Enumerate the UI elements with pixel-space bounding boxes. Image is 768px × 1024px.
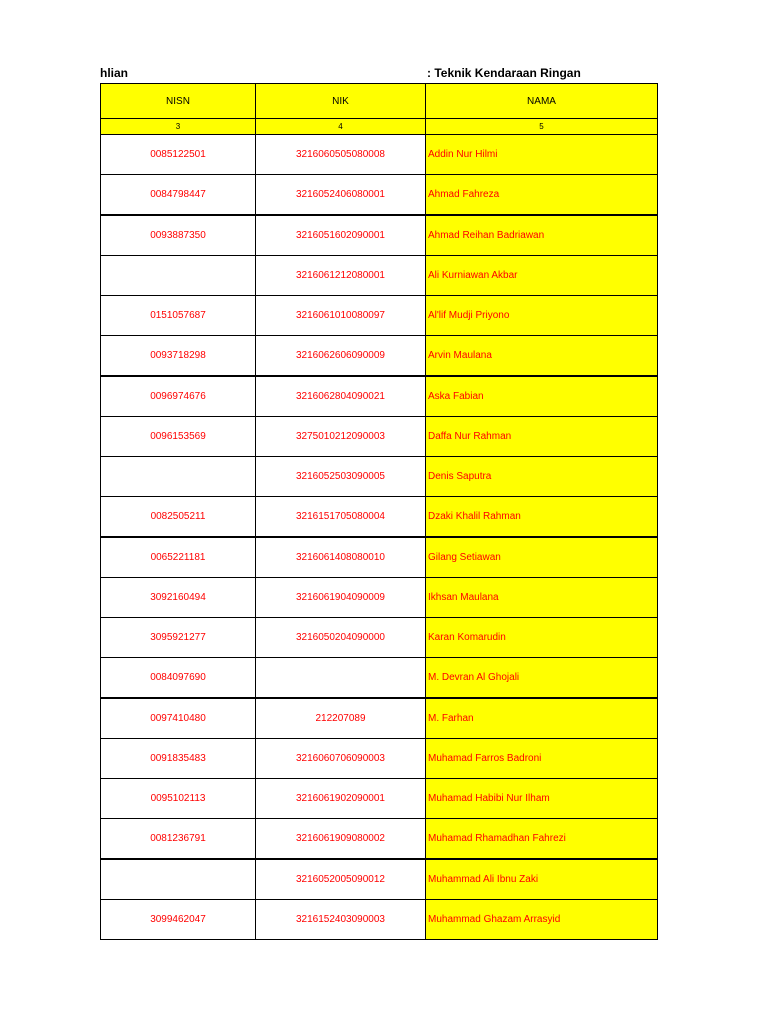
cell-nama: Ali Kurniawan Akbar xyxy=(426,256,658,296)
cell-nik: 3216061212080001 xyxy=(256,256,426,296)
cell-nama: Muhammad Ali Ibnu Zaki xyxy=(426,859,658,900)
cell-nama: Muhamad Rhamadhan Fahrezi xyxy=(426,819,658,860)
table-row xyxy=(101,376,658,417)
cell-nik: 3216052406080001 xyxy=(256,175,426,216)
cell-nisn: 0065221181 xyxy=(101,537,256,578)
cell-nik: 3216062804090021 xyxy=(256,376,426,417)
cell-nisn xyxy=(101,256,256,296)
cell-nisn xyxy=(101,457,256,497)
cell-nisn: 3095921277 xyxy=(101,618,256,658)
cell-nama: Arvin Maulana xyxy=(426,336,658,377)
cell-nama: Aska Fabian xyxy=(426,376,658,417)
cell-nisn: 0084097690 xyxy=(101,658,256,699)
cell-nik: 3216060505080008 xyxy=(256,135,426,175)
cell-nisn: 3092160494 xyxy=(101,578,256,618)
cell-nama: Al'lif Mudji Priyono xyxy=(426,296,658,336)
cell-nisn xyxy=(101,859,256,900)
table-row xyxy=(101,457,658,497)
cell-nama: Muhamad Habibi Nur Ilham xyxy=(426,779,658,819)
cell-nama: M. Devran Al Ghojali xyxy=(426,658,658,699)
column-number-row xyxy=(101,119,658,135)
cell-nik: 3216052005090012 xyxy=(256,859,426,900)
cell-nik: 3216061408080010 xyxy=(256,537,426,578)
cell-nisn: 0096153569 xyxy=(101,417,256,457)
cell-nama: Addin Nur Hilmi xyxy=(426,135,658,175)
cell-nisn: 0093718298 xyxy=(101,336,256,377)
cell-nik xyxy=(256,658,426,699)
cell-nisn: 0151057687 xyxy=(101,296,256,336)
cell-nisn: 0084798447 xyxy=(101,175,256,216)
column-number-nik: 4 xyxy=(256,119,426,135)
cell-nik: 3216062606090009 xyxy=(256,336,426,377)
cell-nama: Ahmad Reihan Badriawan xyxy=(426,215,658,256)
cell-nik: 212207089 xyxy=(256,698,426,739)
cell-nik: 3275010212090003 xyxy=(256,417,426,457)
cell-nik: 3216061909080002 xyxy=(256,819,426,860)
cell-nama: Muhammad Ghazam Arrasyid xyxy=(426,900,658,940)
header-program-text: : Teknik Kendaraan Ringan xyxy=(427,66,581,80)
cell-nama: Gilang Setiawan xyxy=(426,537,658,578)
cell-nama: Dzaki Khalil Rahman xyxy=(426,497,658,538)
column-header-nik: NIK xyxy=(256,84,426,119)
table-row xyxy=(101,537,658,578)
cell-nik: 3216061902090001 xyxy=(256,779,426,819)
cell-nisn: 0097410480 xyxy=(101,698,256,739)
cell-nik: 3216061904090009 xyxy=(256,578,426,618)
table-row xyxy=(101,618,658,658)
table-row xyxy=(101,215,658,256)
table-row xyxy=(101,578,658,618)
header-left-text: hlian xyxy=(100,66,129,80)
column-header-nisn: NISN xyxy=(101,84,256,119)
cell-nik: 3216052503090005 xyxy=(256,457,426,497)
table-row xyxy=(101,497,658,538)
column-header-row xyxy=(101,84,658,119)
cell-nama: Daffa Nur Rahman xyxy=(426,417,658,457)
cell-nik: 3216050204090000 xyxy=(256,618,426,658)
table-row xyxy=(101,819,658,860)
cell-nisn: 0091835483 xyxy=(101,739,256,779)
cell-nisn: 0096974676 xyxy=(101,376,256,417)
table-row xyxy=(101,296,658,336)
cell-nisn: 0095102113 xyxy=(101,779,256,819)
table-row xyxy=(101,658,658,699)
cell-nisn: 0081236791 xyxy=(101,819,256,860)
table-row xyxy=(101,175,658,216)
column-header-nama: NAMA xyxy=(426,84,658,119)
cell-nama: Ikhsan Maulana xyxy=(426,578,658,618)
table-row xyxy=(101,698,658,739)
cell-nisn: 3099462047 xyxy=(101,900,256,940)
cell-nik: 3216060706090003 xyxy=(256,739,426,779)
table-row xyxy=(101,779,658,819)
table-row xyxy=(101,135,658,175)
cell-nik: 3216152403090003 xyxy=(256,900,426,940)
column-number-nisn: 3 xyxy=(101,119,256,135)
table-row xyxy=(101,739,658,779)
table-row xyxy=(101,900,658,940)
cell-nama: Ahmad Fahreza xyxy=(426,175,658,216)
cell-nisn: 0082505211 xyxy=(101,497,256,538)
cell-nik: 3216151705080004 xyxy=(256,497,426,538)
cell-nama: Muhamad Farros Badroni xyxy=(426,739,658,779)
cell-nik: 3216051602090001 xyxy=(256,215,426,256)
table-row xyxy=(101,336,658,377)
table-row xyxy=(101,256,658,296)
cell-nik: 3216061010080097 xyxy=(256,296,426,336)
cell-nisn: 0085122501 xyxy=(101,135,256,175)
cell-nama: Karan Komarudin xyxy=(426,618,658,658)
cell-nisn: 0093887350 xyxy=(101,215,256,256)
student-table xyxy=(100,83,658,940)
column-number-nama: 5 xyxy=(426,119,658,135)
cell-nama: M. Farhan xyxy=(426,698,658,739)
table-row xyxy=(101,859,658,900)
table-row xyxy=(101,417,658,457)
cell-nama: Denis Saputra xyxy=(426,457,658,497)
